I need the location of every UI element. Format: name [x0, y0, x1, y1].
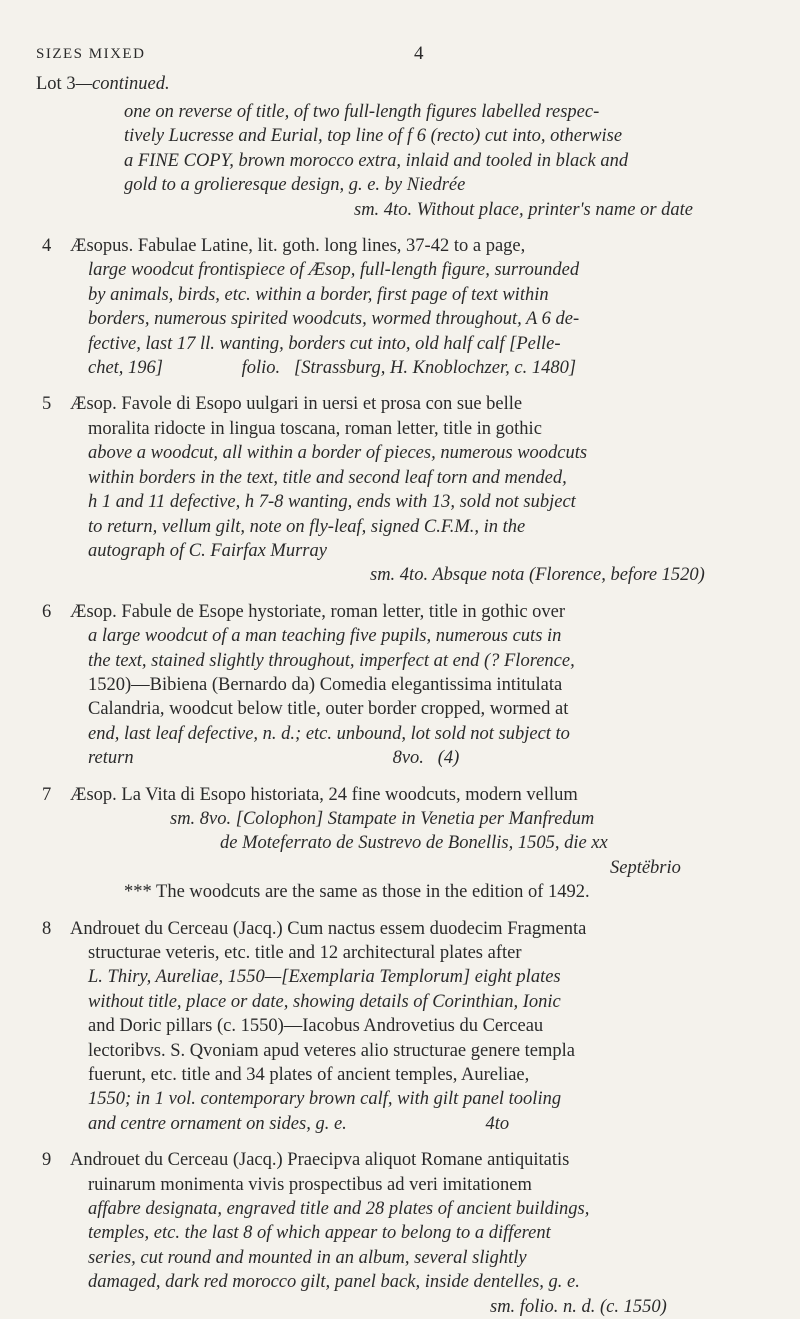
entry-line: Æsop. Fabule de Esope hystoriate, roman letter, title in gothic over	[70, 601, 566, 622]
entry-line: borders, numerous spirited woodcuts, wormed throughout, A 6 de-	[88, 309, 580, 330]
entry-line: Æsopus. Fabulae Latine, lit. goth. long lines, 37-42 to a page,	[70, 236, 526, 257]
entry-lot-7	[0, 783, 800, 905]
entry-line: Æsop. Favole di Esopo uulgari in uersi et prosa con sue belle	[70, 394, 523, 415]
entry-line: a FINE COPY, brown morocco extra, inlaid and tooled in black and	[124, 150, 629, 171]
entry-line: to return, vellum gilt, note on fly-leaf, signed C.F.M., in the	[88, 516, 526, 537]
entry-line: the text, stained slightly throughout, imperfect at end (? Florence,	[88, 650, 575, 671]
entry-line: Æsop. La Vita di Esopo historiata, 24 fine woodcuts, modern vellum	[70, 784, 578, 805]
entry-line: gold to a grolieresque design, g. e. by Niedrée	[124, 175, 466, 196]
entry-line: affabre designata, engraved title and 28 plates of ancient buildings,	[88, 1199, 590, 1220]
entry-lot-9	[0, 1148, 800, 1319]
entry-line: 1550; in 1 vol. contemporary brown calf, with gilt panel tooling	[88, 1089, 562, 1110]
lot-number: 6	[42, 601, 52, 622]
entry-line: without title, place or date, showing details of Corinthian, Ionic	[88, 991, 561, 1012]
entry-line: Septëbrio	[610, 857, 681, 878]
entry-lot-6	[0, 600, 800, 771]
entry-line: ruinarum monimenta vivis prospectibus ad veri imitationem	[88, 1174, 532, 1195]
entry-line: sm. 4to. Absque nota (Florence, before 1520)	[370, 565, 705, 586]
lot-continued: —continued.	[75, 74, 170, 94]
entry-line: autograph of C. Fairfax Murray	[88, 540, 327, 561]
entry-line: sm. 4to. Without place, printer's name or date	[354, 199, 693, 220]
entry-line: 1520)—Bibiena (Bernardo da) Comedia elegantissima intitulata	[88, 674, 563, 695]
entry-line: fective, last 17 ll. wanting, borders cut into, old half calf [Pelle-	[88, 333, 561, 354]
lot-number: 5	[42, 394, 52, 415]
entry-line: Androuet du Cerceau (Jacq.) Cum nactus essem duodecim Fragmenta	[70, 918, 587, 939]
entry-line: damaged, dark red morocco gilt, panel back, inside dentelles, g. e.	[88, 1272, 580, 1293]
entry-lot-4	[0, 234, 800, 380]
entry-line: structurae veteris, etc. title and 12 architectural plates after	[88, 943, 522, 963]
lot-label: Lot 3	[36, 74, 76, 94]
lot-number: 7	[42, 784, 52, 805]
page-number: 4	[414, 43, 425, 64]
entry-note: *** The woodcuts are the same as those in the edition of 1492.	[124, 882, 590, 903]
entry-line: Androuet du Cerceau (Jacq.) Praecipva aliquot Romane antiquitatis	[70, 1150, 570, 1171]
entry-line: a large woodcut of a man teaching five pupils, numerous cuts in	[88, 626, 562, 647]
entry-lot-5	[0, 392, 800, 587]
entry-line: de Moteferrato de Sustrevo de Bonellis, 1505, die xx	[220, 833, 608, 854]
entry-line: and Doric pillars (c. 1550)—Iacobus Androvetius du Cerceau	[88, 1016, 544, 1037]
entry-line: L. Thiry, Aureliae, 1550—[Exemplaria Templorum] eight plates	[88, 967, 561, 988]
entry-line: above a woodcut, all within a border of pieces, numerous woodcuts	[88, 443, 588, 464]
lot-number: 4	[42, 236, 52, 257]
entry-line: fuerunt, etc. title and 34 plates of ancient temples, Aureliae,	[88, 1065, 530, 1086]
entries-list	[0, 100, 800, 1319]
lot-number: 8	[42, 918, 52, 939]
entry-line: Calandria, woodcut below title, outer border cropped, wormed at	[88, 699, 569, 720]
entry-line: chet, 196] folio. [Strassburg, H. Knoblochzer, c. 1480]	[88, 358, 577, 379]
entry-lot-8	[0, 917, 800, 1137]
section-title: SIZES MIXED	[36, 46, 146, 62]
entry-line: lectoribvs. S. Qvoniam apud veteres alio structurae genere templa	[88, 1040, 575, 1061]
lot-heading	[36, 74, 170, 95]
lot-number: 9	[42, 1150, 52, 1171]
entry-line: return 8vo. (4)	[88, 748, 460, 769]
entry-line: tively Lucresse and Eurial, top line of f 6 (recto) cut into, otherwise	[124, 126, 623, 147]
entry-line: within borders in the text, title and second leaf torn and mended,	[88, 467, 567, 488]
entry-line: sm. 8vo. [Colophon] Stampate in Venetia per Manfredum	[170, 808, 595, 829]
entry-line: temples, etc. the last 8 of which appear to belong to a different	[88, 1223, 551, 1244]
entry-line: and centre ornament on sides, g. e. 4to	[88, 1113, 510, 1134]
entry-line: sm. folio. n. d. (c. 1550)	[490, 1296, 667, 1317]
entry-line: one on reverse of title, of two full-length figures labelled respec-	[124, 102, 600, 122]
entry-line: h 1 and 11 defective, h 7-8 wanting, ends with 13, sold not subject	[88, 492, 576, 513]
entry-line: moralita ridocte in lingua toscana, roman letter, title in gothic	[88, 418, 542, 439]
entry-line: end, last leaf defective, n. d.; etc. unbound, lot sold not subject to	[88, 723, 570, 744]
entry-lot-3-continued	[0, 100, 800, 222]
entry-line: large woodcut frontispiece of Æsop, full-length figure, surrounded	[88, 260, 580, 281]
entry-line: by animals, birds, etc. within a border, first page of text within	[88, 284, 549, 305]
entry-line: series, cut round and mounted in an album, several slightly	[88, 1247, 527, 1268]
